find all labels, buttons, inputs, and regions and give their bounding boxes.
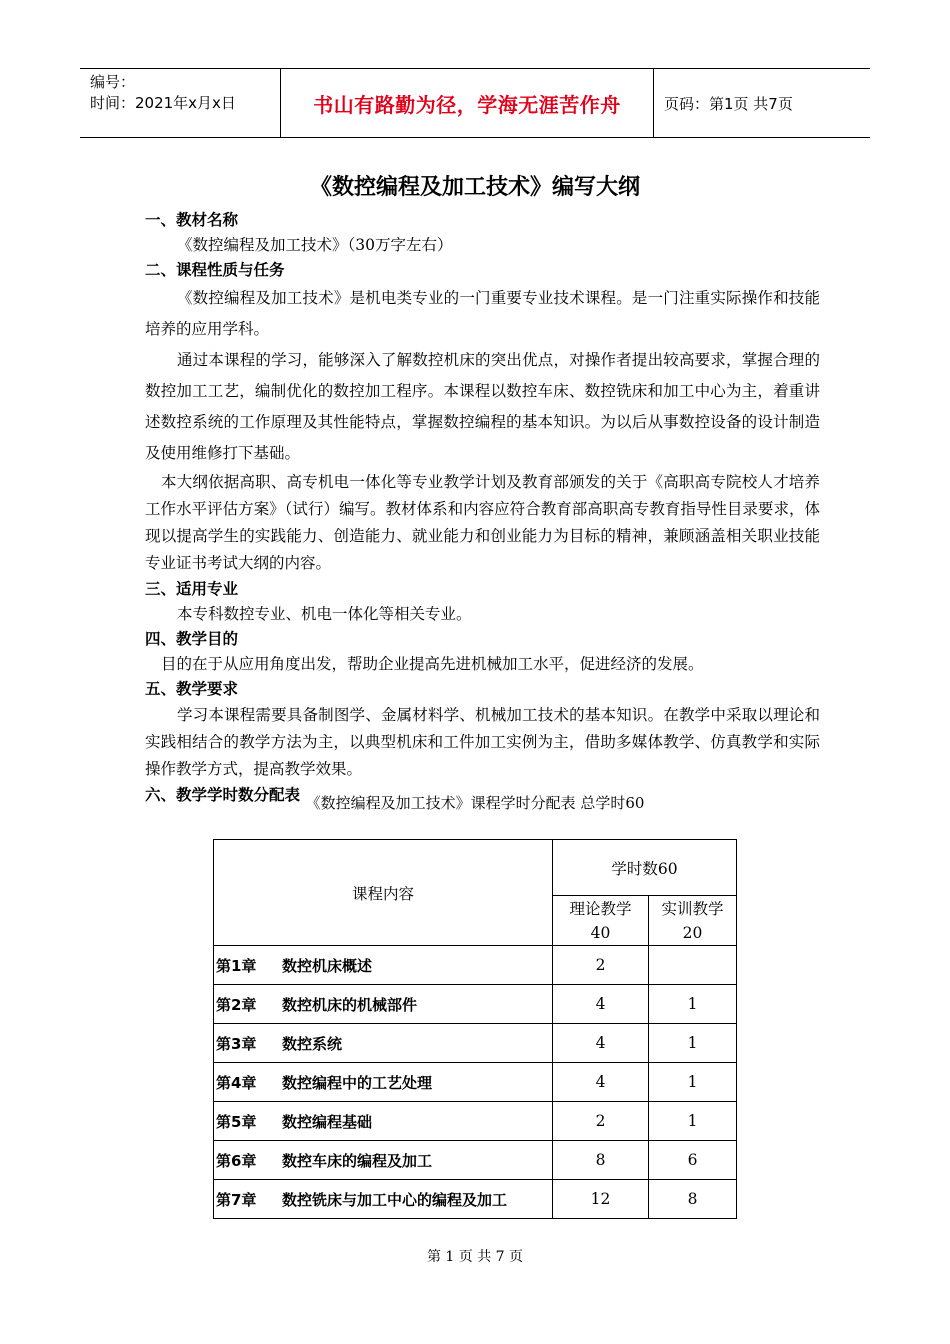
section-3-text: 本专科数控专业、机电一体化等相关专业。 — [177, 605, 472, 623]
table-row — [214, 1141, 737, 1180]
header-practice-label: 实训教学 — [661, 899, 724, 918]
table-row — [214, 1024, 737, 1063]
section-2-paragraph-3: 本大纲依据高职、高专机电一体化等专业教学计划及教育部颁发的关于《高职高专院校人才培养工作水平评估方案》（试行）编写。教材体系和内容应符合教育部高职高专教育指导性目录要求，体现以提高学生的实践能力、创造能力、就业能力和创业能力为目标的精神，兼顾涵盖相关职业技能专业证书考试大纲的内容。 — [145, 473, 820, 572]
theory-hours: 4 — [553, 985, 649, 1024]
chapter-number: 第1章 — [216, 956, 257, 975]
header-info — [80, 69, 280, 137]
page-header — [80, 68, 870, 138]
header-theory — [553, 896, 649, 946]
theory-hours: 2 — [553, 1102, 649, 1141]
section-5-text: 学习本课程需要具备制图学、金属材料学、机械加工技术的基本知识。在教学中采取以理论和实践相结合的教学方法为主，以典型机床和工件加工实例为主，借助多媒体教学、仿真教学和实际操作教学方式，提高教学效果。 — [145, 706, 820, 778]
header-course-content: 课程内容 — [214, 840, 553, 946]
practice-hours — [649, 946, 737, 985]
practice-hours: 1 — [649, 1063, 737, 1102]
chapter-name: 数控铣床与加工中心的编程及加工 — [282, 1190, 508, 1209]
chapter-cell — [214, 946, 553, 985]
table-row — [214, 985, 737, 1024]
chapter-number: 第7章 — [216, 1190, 257, 1209]
chapter-name: 数控系统 — [282, 1034, 343, 1053]
section-1-heading: 一、教材名称 — [145, 211, 239, 229]
header-total-hours: 学时数60 — [553, 840, 737, 896]
section-3-heading: 三、适用专业 — [145, 580, 239, 598]
hours-table — [213, 839, 737, 1219]
chapter-number: 第3章 — [216, 1034, 257, 1053]
section-4-text: 目的在于从应用角度出发，帮助企业提高先进机械加工水平，促进经济的发展。 — [161, 655, 704, 673]
chapter-cell — [214, 1024, 553, 1063]
practice-hours: 6 — [649, 1141, 737, 1180]
chapter-cell — [214, 1102, 553, 1141]
chapter-number: 第2章 — [216, 995, 257, 1014]
practice-hours: 1 — [649, 985, 737, 1024]
chapter-cell — [214, 1141, 553, 1180]
table-caption: 《数控编程及加工技术》课程学时分配表 总学时60 — [305, 794, 645, 812]
table-row — [214, 946, 737, 985]
section-6-heading: 六、教学学时数分配表 — [145, 786, 301, 804]
chapter-number: 第6章 — [216, 1151, 257, 1170]
chapter-number: 第5章 — [216, 1112, 257, 1131]
section-1-text: 《数控编程及加工技术》（30万字左右） — [177, 236, 453, 254]
section-5-heading: 五、教学要求 — [145, 680, 239, 698]
chapter-cell — [214, 1063, 553, 1102]
header-motto: 书山有路勤为径，学海无涯苦作舟 — [280, 69, 654, 137]
time-label: 时间：2021年x月x日 — [90, 94, 236, 112]
chapter-name: 数控车床的编程及加工 — [282, 1151, 433, 1170]
theory-hours: 4 — [553, 1063, 649, 1102]
section-2-paragraph-1: 《数控编程及加工技术》是机电类专业的一门重要专业技术课程。是一门注重实际操作和技能培养的应用学科。 — [145, 289, 820, 338]
header-theory-total: 40 — [590, 923, 611, 942]
header-practice-total: 20 — [682, 923, 703, 942]
chapter-cell — [214, 1180, 553, 1219]
header-practice — [649, 896, 737, 946]
table-row — [214, 1063, 737, 1102]
chapter-name: 数控编程基础 — [282, 1112, 373, 1131]
chapter-name: 数控编程中的工艺处理 — [282, 1073, 433, 1092]
table-row — [214, 1180, 737, 1219]
document-title: 《数控编程及加工技术》编写大纲 — [309, 175, 640, 200]
practice-hours: 1 — [649, 1024, 737, 1063]
chapter-name: 数控机床概述 — [282, 956, 373, 975]
page-footer: 第 1 页 共 7 页 — [426, 1249, 524, 1265]
section-4-heading: 四、教学目的 — [145, 630, 239, 648]
chapter-name: 数控机床的机械部件 — [282, 995, 418, 1014]
theory-hours: 12 — [553, 1180, 649, 1219]
header-page-label: 页码：第1页 共7页 — [664, 94, 793, 113]
section-2-heading: 二、课程性质与任务 — [145, 261, 285, 279]
practice-hours: 8 — [649, 1180, 737, 1219]
theory-hours: 8 — [553, 1141, 649, 1180]
chapter-cell — [214, 985, 553, 1024]
theory-hours: 4 — [553, 1024, 649, 1063]
header-theory-label: 理论教学 — [569, 899, 632, 918]
chapter-number: 第4章 — [216, 1073, 257, 1092]
theory-hours: 2 — [553, 946, 649, 985]
section-2-paragraph-2: 通过本课程的学习，能够深入了解数控机床的突出优点，对操作者提出较高要求，掌握合理的数控加工工艺，编制优化的数控加工程序。本课程以数控车床、数控铣床和加工中心为主，着重讲述数控系统的工作原理及其性能特点，掌握数控编程的基本知识。为以后从事数控设备的设计制造及使用维修打下基础。 — [145, 351, 820, 462]
table-row — [214, 1102, 737, 1141]
document-body — [145, 208, 820, 808]
code-label: 编号： — [90, 73, 136, 91]
practice-hours: 1 — [649, 1102, 737, 1141]
